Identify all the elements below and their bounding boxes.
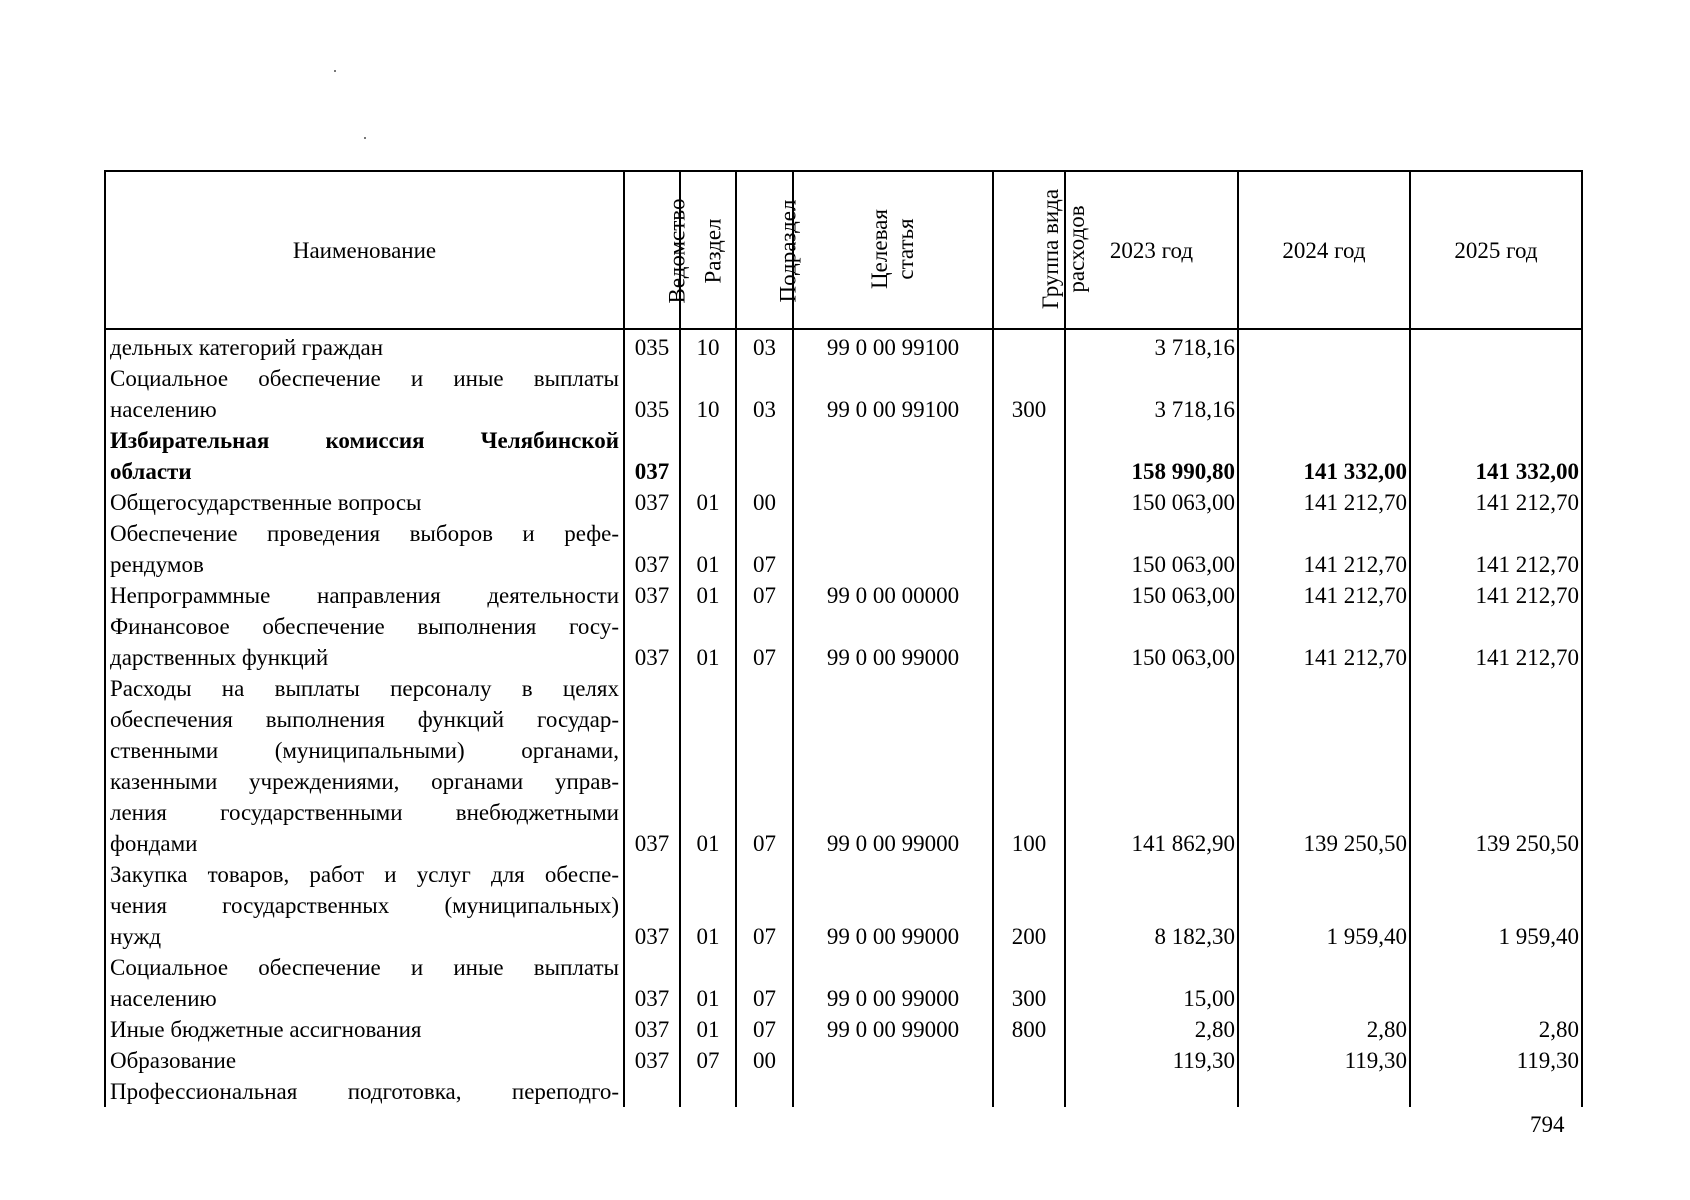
cell-name — [105, 859, 624, 952]
cell-section: 01 — [680, 1014, 736, 1045]
cell-year-2023: 150 063,00 — [1065, 518, 1238, 580]
name-line: казенными учреждениями, органами управ- — [110, 769, 619, 794]
cell-name — [105, 1076, 624, 1107]
cell-name — [105, 363, 624, 425]
cell-target-item: 99 0 00 00000 — [793, 580, 993, 611]
cell-year-2025: 2,80 — [1410, 1014, 1582, 1045]
header-year-2025: 2025 год — [1410, 171, 1582, 329]
cell-year-2023: 15,00 — [1065, 952, 1238, 1014]
table-row — [105, 1045, 1582, 1076]
name-line: дельных категорий граждан — [110, 335, 384, 360]
cell-subsection: 07 — [736, 1014, 793, 1045]
table-row — [105, 487, 1582, 518]
name-line: фондами — [110, 831, 198, 856]
cell-year-2025: 119,30 — [1410, 1045, 1582, 1076]
cell-subsection: 00 — [736, 1045, 793, 1076]
cell-section — [680, 425, 736, 487]
cell-year-2024 — [1238, 363, 1410, 425]
cell-expense-group: 300 — [993, 952, 1065, 1014]
header-subsection: Подраздел — [736, 171, 793, 329]
header-target-item: Целевая статья — [793, 171, 993, 329]
cell-section: 10 — [680, 329, 736, 363]
header-name: Наименование — [105, 171, 624, 329]
cell-year-2025: 1 959,40 — [1410, 859, 1582, 952]
cell-department: 037 — [624, 1014, 680, 1045]
cell-section: 01 — [680, 487, 736, 518]
cell-department: 037 — [624, 487, 680, 518]
cell-year-2025: 141 212,70 — [1410, 611, 1582, 673]
cell-year-2023: 2,80 — [1065, 1014, 1238, 1045]
table-row — [105, 1014, 1582, 1045]
table-row — [105, 673, 1582, 859]
cell-expense-group: 100 — [993, 673, 1065, 859]
cell-department: 037 — [624, 611, 680, 673]
cell-year-2025 — [1410, 952, 1582, 1014]
cell-section: 01 — [680, 859, 736, 952]
cell-year-2024: 141 212,70 — [1238, 518, 1410, 580]
cell-department: 037 — [624, 1045, 680, 1076]
cell-name — [105, 611, 624, 673]
cell-target-item: 99 0 00 99100 — [793, 329, 993, 363]
name-line: Социальное обеспечение и иные выплаты — [110, 955, 619, 980]
cell-subsection: 07 — [736, 580, 793, 611]
cell-expense-group — [993, 329, 1065, 363]
header-section: Раздел — [680, 171, 736, 329]
cell-year-2025 — [1410, 363, 1582, 425]
table-row — [105, 952, 1582, 1014]
cell-expense-group — [993, 425, 1065, 487]
cell-name — [105, 1045, 624, 1076]
cell-department: 035 — [624, 363, 680, 425]
cell-subsection: 07 — [736, 952, 793, 1014]
cell-target-item — [793, 425, 993, 487]
cell-expense-group — [993, 487, 1065, 518]
cell-subsection: 07 — [736, 611, 793, 673]
cell-year-2023: 150 063,00 — [1065, 580, 1238, 611]
table-row — [105, 1076, 1582, 1107]
cell-expense-group: 200 — [993, 859, 1065, 952]
header-year-2023: 2023 год — [1065, 171, 1238, 329]
cell-target-item: 99 0 00 99000 — [793, 673, 993, 859]
table-header — [105, 171, 1582, 329]
cell-target-item — [793, 518, 993, 580]
cell-subsection — [736, 425, 793, 487]
name-line: Финансовое обеспечение выполнения госу- — [110, 614, 619, 639]
cell-year-2024 — [1238, 1076, 1410, 1107]
cell-expense-group: 300 — [993, 363, 1065, 425]
name-line: рендумов — [110, 552, 204, 577]
cell-year-2025: 141 332,00 — [1410, 425, 1582, 487]
name-line: обеспечения выполнения функций государ- — [110, 707, 619, 732]
cell-section: 01 — [680, 611, 736, 673]
header-year-2024: 2024 год — [1238, 171, 1410, 329]
cell-department — [624, 1076, 680, 1107]
cell-section — [680, 1076, 736, 1107]
cell-target-item — [793, 1076, 993, 1107]
cell-name — [105, 952, 624, 1014]
cell-target-item — [793, 1045, 993, 1076]
cell-year-2023: 158 990,80 — [1065, 425, 1238, 487]
name-line: области — [110, 459, 192, 484]
cell-subsection: 03 — [736, 329, 793, 363]
name-line: Обеспечение проведения выборов и рефе- — [110, 521, 619, 546]
cell-department: 037 — [624, 859, 680, 952]
cell-expense-group — [993, 1045, 1065, 1076]
cell-name — [105, 518, 624, 580]
cell-year-2023: 119,30 — [1065, 1045, 1238, 1076]
cell-section: 07 — [680, 1045, 736, 1076]
cell-year-2024: 141 332,00 — [1238, 425, 1410, 487]
cell-department: 037 — [624, 425, 680, 487]
table-row — [105, 518, 1582, 580]
cell-year-2023 — [1065, 1076, 1238, 1107]
name-line: чения государственных (муниципальных) — [110, 893, 619, 918]
cell-subsection — [736, 1076, 793, 1107]
cell-name — [105, 487, 624, 518]
cell-expense-group — [993, 518, 1065, 580]
cell-year-2024 — [1238, 952, 1410, 1014]
cell-year-2024: 141 212,70 — [1238, 487, 1410, 518]
cell-expense-group — [993, 611, 1065, 673]
cell-year-2023: 8 182,30 — [1065, 859, 1238, 952]
cell-target-item: 99 0 00 99000 — [793, 611, 993, 673]
cell-name — [105, 425, 624, 487]
cell-expense-group — [993, 1076, 1065, 1107]
cell-year-2025: 141 212,70 — [1410, 580, 1582, 611]
name-line: Непрограммные направления деятельности — [110, 583, 619, 608]
cell-year-2024: 2,80 — [1238, 1014, 1410, 1045]
cell-department: 035 — [624, 329, 680, 363]
name-line: Закупка товаров, работ и услуг для обеспе- — [110, 862, 619, 887]
cell-year-2025: 141 212,70 — [1410, 487, 1582, 518]
name-line: Расходы на выплаты персоналу в целях — [110, 676, 619, 701]
name-line: Образование — [110, 1048, 237, 1073]
name-line: дарственных функций — [110, 645, 329, 670]
table-row — [105, 425, 1582, 487]
name-line: нужд — [110, 924, 162, 949]
scan-speck — [334, 70, 336, 72]
cell-subsection: 07 — [736, 673, 793, 859]
cell-year-2023: 3 718,16 — [1065, 363, 1238, 425]
cell-department: 037 — [624, 580, 680, 611]
name-line: Общегосударственные вопросы — [110, 490, 422, 515]
cell-target-item: 99 0 00 99100 — [793, 363, 993, 425]
budget-table — [104, 170, 1583, 1107]
cell-year-2025 — [1410, 1076, 1582, 1107]
cell-year-2024: 119,30 — [1238, 1045, 1410, 1076]
name-line: населению — [110, 397, 217, 422]
name-line: ственными (муниципальными) органами, — [110, 738, 619, 763]
cell-year-2023: 150 063,00 — [1065, 487, 1238, 518]
cell-section: 01 — [680, 952, 736, 1014]
name-line: Избирательная комиссия Челябинской — [110, 428, 619, 453]
table-row — [105, 611, 1582, 673]
cell-target-item: 99 0 00 99000 — [793, 859, 993, 952]
cell-year-2023: 3 718,16 — [1065, 329, 1238, 363]
name-line: Социальное обеспечение и иные выплаты — [110, 366, 619, 391]
table-row — [105, 859, 1582, 952]
cell-expense-group — [993, 580, 1065, 611]
cell-subsection: 03 — [736, 363, 793, 425]
table-body — [105, 329, 1582, 1107]
cell-year-2024: 141 212,70 — [1238, 580, 1410, 611]
cell-subsection: 07 — [736, 859, 793, 952]
cell-target-item: 99 0 00 99000 — [793, 952, 993, 1014]
page-number: 794 — [1530, 1112, 1565, 1137]
cell-section: 01 — [680, 518, 736, 580]
header-expense-group: Группа вида расходов — [993, 171, 1065, 329]
name-line: ления государственными внебюджетными — [110, 800, 619, 825]
cell-target-item: 99 0 00 99000 — [793, 1014, 993, 1045]
cell-year-2023: 141 862,90 — [1065, 673, 1238, 859]
cell-year-2025: 141 212,70 — [1410, 518, 1582, 580]
cell-year-2025: 139 250,50 — [1410, 673, 1582, 859]
cell-name — [105, 580, 624, 611]
cell-name — [105, 1014, 624, 1045]
scan-speck — [364, 137, 366, 139]
name-line: Иные бюджетные ассигнования — [110, 1017, 422, 1042]
cell-year-2024: 141 212,70 — [1238, 611, 1410, 673]
cell-department: 037 — [624, 673, 680, 859]
cell-name — [105, 329, 624, 363]
header-department: Ведомство — [624, 171, 680, 329]
cell-department: 037 — [624, 518, 680, 580]
name-line: Профессиональная подготовка, переподго- — [110, 1079, 619, 1104]
table-row — [105, 580, 1582, 611]
cell-target-item — [793, 487, 993, 518]
cell-subsection: 00 — [736, 487, 793, 518]
cell-subsection: 07 — [736, 518, 793, 580]
cell-name — [105, 673, 624, 859]
cell-year-2024: 1 959,40 — [1238, 859, 1410, 952]
table-row — [105, 363, 1582, 425]
cell-section: 01 — [680, 673, 736, 859]
cell-year-2025 — [1410, 329, 1582, 363]
cell-year-2024 — [1238, 329, 1410, 363]
cell-year-2023: 150 063,00 — [1065, 611, 1238, 673]
table-row — [105, 329, 1582, 363]
name-line: населению — [110, 986, 217, 1011]
cell-section: 01 — [680, 580, 736, 611]
cell-section: 10 — [680, 363, 736, 425]
cell-department: 037 — [624, 952, 680, 1014]
cell-year-2024: 139 250,50 — [1238, 673, 1410, 859]
cell-expense-group: 800 — [993, 1014, 1065, 1045]
